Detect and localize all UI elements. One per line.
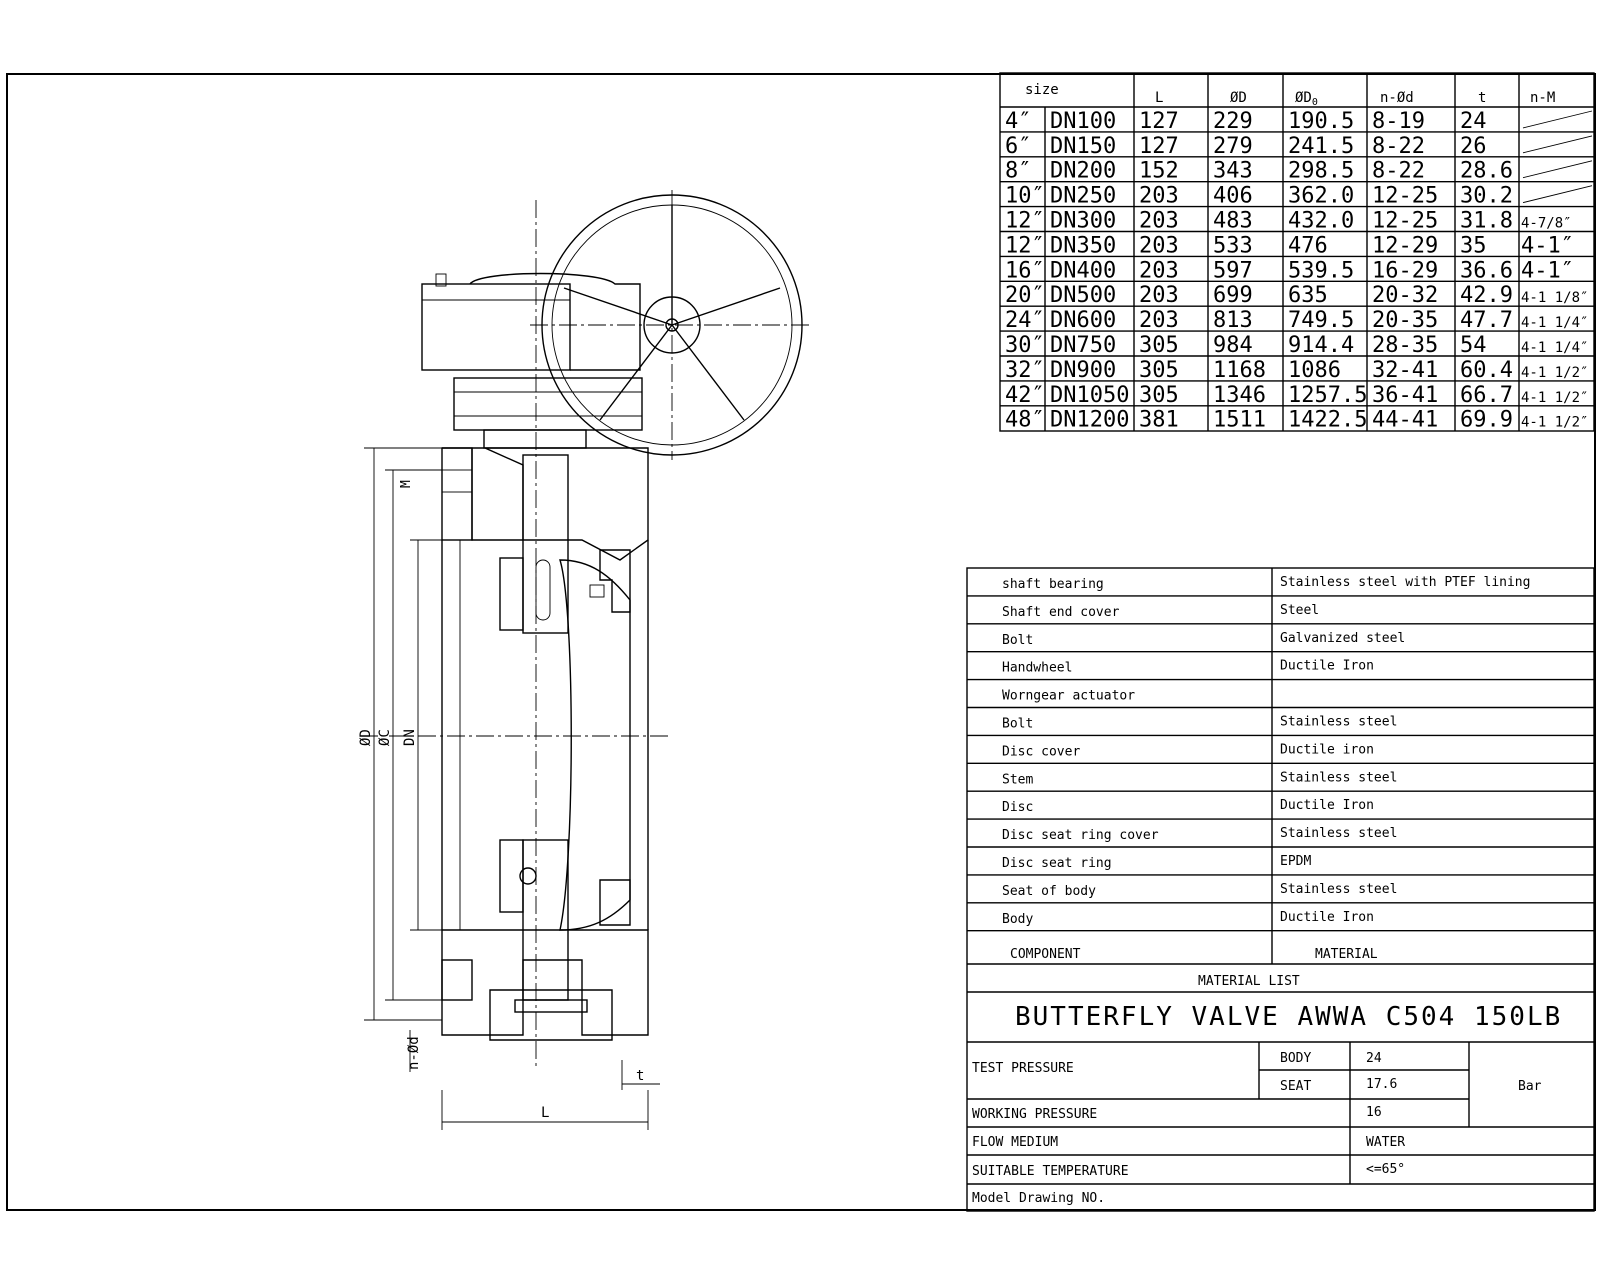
cell-inch: 20″ bbox=[1005, 283, 1045, 309]
cell-inch: 12″ bbox=[1005, 208, 1045, 234]
working-pressure-value: 16 bbox=[1366, 1105, 1382, 1120]
valve-section-view bbox=[358, 190, 810, 1130]
drawing-title: BUTTERFLY VALVE AWWA C504 150LB bbox=[1015, 1002, 1563, 1032]
header-nM: n-M bbox=[1530, 90, 1556, 106]
wormgear-actuator bbox=[422, 274, 642, 431]
cell-d0: 749.5 bbox=[1288, 308, 1355, 334]
valve-disc bbox=[560, 560, 630, 930]
component-name: shaft bearing bbox=[1002, 577, 1104, 592]
material-name: Stainless steel bbox=[1280, 826, 1398, 842]
upper-stem bbox=[523, 455, 568, 633]
cell-inch: 24″ bbox=[1005, 308, 1045, 334]
cell-d: 279 bbox=[1213, 133, 1253, 159]
size-row bbox=[1005, 283, 1588, 308]
lower-body bbox=[442, 930, 648, 1040]
cell-inch: 8″ bbox=[1005, 158, 1032, 184]
cell-inch: 6″ bbox=[1005, 133, 1032, 159]
cell-d: 1346 bbox=[1213, 382, 1266, 408]
cell-d0: 1422.5 bbox=[1288, 407, 1368, 433]
cell-nd: 36-41 bbox=[1372, 382, 1439, 408]
component-header: COMPONENT bbox=[1010, 947, 1081, 962]
cell-l: 381 bbox=[1139, 407, 1179, 433]
handwheel bbox=[530, 190, 810, 460]
cell-nm: 4-1 1/4″ bbox=[1521, 340, 1589, 356]
size-row bbox=[1005, 308, 1588, 333]
material-row bbox=[1002, 910, 1374, 927]
material-list-title: MATERIAL LIST bbox=[1198, 974, 1300, 989]
cell-nm: 4-1″ bbox=[1521, 258, 1574, 284]
material-name: Steel bbox=[1280, 602, 1320, 618]
cell-nd: 16-29 bbox=[1372, 258, 1439, 284]
material-name: Ductile iron bbox=[1280, 742, 1374, 758]
cell-d0: 362.0 bbox=[1288, 183, 1355, 209]
cell-nm: 4-1 1/8″ bbox=[1521, 290, 1589, 307]
cell-dn: DN750 bbox=[1050, 333, 1117, 358]
test-pressure-label: TEST PRESSURE bbox=[972, 1061, 1074, 1076]
model-drawing-label: Model Drawing NO. bbox=[972, 1191, 1106, 1206]
size-table bbox=[1000, 73, 1594, 433]
cell-t: 28.6 bbox=[1460, 158, 1513, 184]
cell-inch: 30″ bbox=[1005, 333, 1045, 358]
size-row bbox=[1005, 258, 1574, 283]
working-pressure-label: WORKING PRESSURE bbox=[972, 1107, 1098, 1122]
cell-t: 26 bbox=[1460, 133, 1487, 159]
material-name: Stainless steel with PTEF lining bbox=[1280, 575, 1531, 590]
cell-d0: 1257.5 bbox=[1288, 382, 1368, 408]
component-name: Disc bbox=[1002, 800, 1034, 816]
cell-nm: 4-1 1/2″ bbox=[1521, 364, 1589, 381]
temperature-value: <=65° bbox=[1366, 1162, 1406, 1177]
cell-nm: 4-1 1/4″ bbox=[1521, 315, 1589, 332]
cell-d: 343 bbox=[1213, 158, 1253, 184]
cell-t: 60.4 bbox=[1460, 357, 1513, 383]
material-row bbox=[1002, 826, 1397, 843]
pressure-unit: Bar bbox=[1518, 1079, 1542, 1094]
cell-inch: 32″ bbox=[1005, 357, 1045, 383]
cell-l: 203 bbox=[1139, 283, 1179, 309]
cell-l: 203 bbox=[1139, 308, 1179, 334]
header-size: size bbox=[1025, 82, 1059, 98]
size-row bbox=[1005, 159, 1592, 184]
cell-d: 699 bbox=[1213, 283, 1253, 309]
flow-medium-value: WATER bbox=[1366, 1135, 1406, 1150]
cell-inch: 12″ bbox=[1005, 233, 1045, 259]
cell-l: 305 bbox=[1139, 333, 1179, 358]
dim-L-label: L bbox=[541, 1105, 550, 1121]
cell-t: 24 bbox=[1460, 108, 1487, 134]
cell-nd: 12-25 bbox=[1372, 208, 1439, 234]
cell-t: 36.6 bbox=[1460, 258, 1513, 284]
cell-dn: DN1050 bbox=[1050, 382, 1130, 408]
empty-cell-slash bbox=[1523, 111, 1592, 128]
cell-d0: 1086 bbox=[1288, 357, 1341, 383]
cell-d0: 432.0 bbox=[1288, 208, 1355, 234]
material-row bbox=[1002, 631, 1405, 648]
cell-t: 35 bbox=[1460, 233, 1487, 259]
material-row bbox=[1002, 659, 1374, 676]
cell-dn: DN350 bbox=[1050, 233, 1117, 259]
cell-nd: 12-29 bbox=[1372, 233, 1439, 259]
cell-nd: 28-35 bbox=[1372, 333, 1439, 358]
cell-inch: 10″ bbox=[1005, 183, 1045, 209]
component-name: Stem bbox=[1002, 772, 1034, 788]
empty-cell-slash bbox=[1523, 161, 1592, 178]
header-D: ØD bbox=[1230, 90, 1247, 106]
dim-DN-label: DN bbox=[402, 729, 418, 746]
component-name: Disc seat ring cover bbox=[1002, 828, 1159, 844]
material-name: Stainless steel bbox=[1280, 714, 1398, 730]
size-row bbox=[1005, 233, 1574, 258]
cell-nd: 8-22 bbox=[1372, 133, 1425, 159]
component-name: Shaft end cover bbox=[1002, 604, 1120, 620]
cell-d: 813 bbox=[1213, 308, 1253, 334]
component-name: Disc cover bbox=[1002, 744, 1081, 760]
cell-dn: DN600 bbox=[1050, 308, 1117, 334]
cell-l: 152 bbox=[1139, 158, 1179, 184]
cell-nd: 32-41 bbox=[1372, 357, 1439, 383]
cell-l: 305 bbox=[1139, 357, 1179, 383]
cell-nm: 4-1 1/2″ bbox=[1521, 389, 1589, 406]
cell-nd: 8-19 bbox=[1372, 108, 1425, 134]
component-name: Disc seat ring bbox=[1002, 856, 1112, 871]
cell-nd: 8-22 bbox=[1372, 158, 1425, 184]
cell-d: 406 bbox=[1213, 183, 1253, 209]
material-row bbox=[1002, 770, 1397, 787]
cell-d0: 914.4 bbox=[1288, 333, 1355, 358]
cell-dn: DN900 bbox=[1050, 357, 1117, 383]
body-pressure-label: BODY bbox=[1280, 1051, 1312, 1066]
size-row bbox=[1005, 209, 1572, 234]
cell-inch: 48″ bbox=[1005, 407, 1045, 433]
cell-d0: 190.5 bbox=[1288, 108, 1355, 134]
cell-d: 483 bbox=[1213, 208, 1253, 234]
cell-inch: 42″ bbox=[1005, 382, 1045, 408]
material-name: Ductile Iron bbox=[1280, 798, 1374, 814]
component-name: Worngear actuator bbox=[1002, 688, 1136, 704]
material-name: Stainless steel bbox=[1280, 770, 1398, 786]
cell-d0: 635 bbox=[1288, 283, 1328, 309]
cell-t: 30.2 bbox=[1460, 183, 1513, 209]
cell-dn: DN150 bbox=[1050, 133, 1117, 159]
cell-t: 31.8 bbox=[1460, 208, 1513, 234]
cell-inch: 16″ bbox=[1005, 258, 1045, 284]
cell-t: 54 bbox=[1460, 333, 1487, 358]
cell-d: 597 bbox=[1213, 258, 1253, 284]
cell-nm: 4-7/8″ bbox=[1521, 215, 1572, 232]
cell-nm: 4-1 1/2″ bbox=[1521, 414, 1589, 431]
material-header: MATERIAL bbox=[1315, 947, 1378, 962]
cell-nd: 12-25 bbox=[1372, 183, 1439, 209]
dim-nd-label: n-Ød bbox=[406, 1036, 422, 1070]
cell-l: 203 bbox=[1139, 258, 1179, 284]
material-name: Ductile Iron bbox=[1280, 658, 1374, 674]
seat-pressure-label: SEAT bbox=[1280, 1079, 1312, 1094]
cell-t: 66.7 bbox=[1460, 382, 1513, 408]
material-row bbox=[1002, 715, 1397, 732]
cell-l: 305 bbox=[1139, 382, 1179, 408]
cell-dn: DN500 bbox=[1050, 283, 1117, 309]
material-name: EPDM bbox=[1280, 854, 1312, 869]
size-row bbox=[1005, 134, 1592, 159]
cell-dn: DN1200 bbox=[1050, 407, 1130, 433]
cell-dn: DN400 bbox=[1050, 258, 1117, 284]
cell-nm: 4-1″ bbox=[1521, 233, 1574, 259]
dim-M-label: M bbox=[399, 480, 414, 488]
cell-nd: 20-35 bbox=[1372, 308, 1439, 334]
component-name: Handwheel bbox=[1002, 660, 1073, 676]
size-row bbox=[1005, 333, 1588, 358]
cell-d0: 298.5 bbox=[1288, 158, 1355, 184]
dim-t-label: t bbox=[636, 1068, 645, 1084]
size-row bbox=[1005, 383, 1588, 408]
dim-D-label: ØD bbox=[358, 729, 374, 746]
component-name: Seat of body bbox=[1002, 883, 1096, 899]
material-name: Galvanized steel bbox=[1280, 630, 1406, 646]
size-row bbox=[1005, 358, 1588, 383]
cell-d: 533 bbox=[1213, 233, 1253, 259]
body-pressure-value: 24 bbox=[1366, 1051, 1382, 1066]
cell-t: 69.9 bbox=[1460, 407, 1513, 433]
cell-d: 1511 bbox=[1213, 407, 1266, 433]
header-L: L bbox=[1155, 90, 1164, 106]
dim-C-label: ØC bbox=[377, 729, 393, 746]
cell-t: 47.7 bbox=[1460, 308, 1513, 334]
cell-inch: 4″ bbox=[1005, 108, 1032, 134]
material-name: Stainless steel bbox=[1280, 881, 1398, 897]
cell-d: 984 bbox=[1213, 333, 1253, 358]
component-name: Bolt bbox=[1002, 716, 1034, 732]
cell-l: 127 bbox=[1139, 133, 1179, 159]
empty-cell-slash bbox=[1523, 186, 1592, 203]
title-block bbox=[967, 1002, 1594, 1206]
material-row bbox=[1002, 742, 1374, 759]
cell-nd: 20-32 bbox=[1372, 283, 1439, 309]
size-row bbox=[1005, 408, 1588, 433]
material-row bbox=[1002, 798, 1374, 815]
cell-dn: DN100 bbox=[1050, 108, 1117, 134]
flow-medium-label: FLOW MEDIUM bbox=[972, 1135, 1059, 1150]
cell-d0: 539.5 bbox=[1288, 258, 1355, 284]
material-name: Ductile Iron bbox=[1280, 909, 1374, 925]
cell-d: 229 bbox=[1213, 108, 1253, 134]
temperature-label: SUITABLE TEMPERATURE bbox=[972, 1164, 1129, 1179]
cell-d0: 476 bbox=[1288, 233, 1328, 259]
upper-body bbox=[442, 430, 648, 560]
cell-dn: DN200 bbox=[1050, 158, 1117, 184]
seat-pressure-value: 17.6 bbox=[1366, 1077, 1398, 1092]
size-row bbox=[1005, 184, 1592, 209]
cell-t: 42.9 bbox=[1460, 283, 1513, 309]
cell-d0: 241.5 bbox=[1288, 133, 1355, 159]
header-t: t bbox=[1478, 90, 1487, 106]
cell-dn: DN250 bbox=[1050, 183, 1117, 209]
component-name: Bolt bbox=[1002, 632, 1034, 648]
cell-nd: 44-41 bbox=[1372, 407, 1439, 433]
material-row bbox=[1002, 575, 1530, 592]
cell-l: 203 bbox=[1139, 208, 1179, 234]
cell-l: 203 bbox=[1139, 233, 1179, 259]
header-D0: $ØD_0$ bbox=[1295, 90, 1318, 108]
size-row bbox=[1005, 109, 1592, 134]
cell-l: 203 bbox=[1139, 183, 1179, 209]
material-row bbox=[1002, 882, 1397, 899]
material-row bbox=[1002, 689, 1135, 704]
component-name: Body bbox=[1002, 911, 1034, 927]
header-nd: n-Ød bbox=[1380, 90, 1414, 106]
cell-dn: DN300 bbox=[1050, 208, 1117, 234]
empty-cell-slash bbox=[1523, 136, 1592, 153]
cell-d: 1168 bbox=[1213, 357, 1266, 383]
cell-l: 127 bbox=[1139, 108, 1179, 134]
material-row bbox=[1002, 854, 1311, 871]
